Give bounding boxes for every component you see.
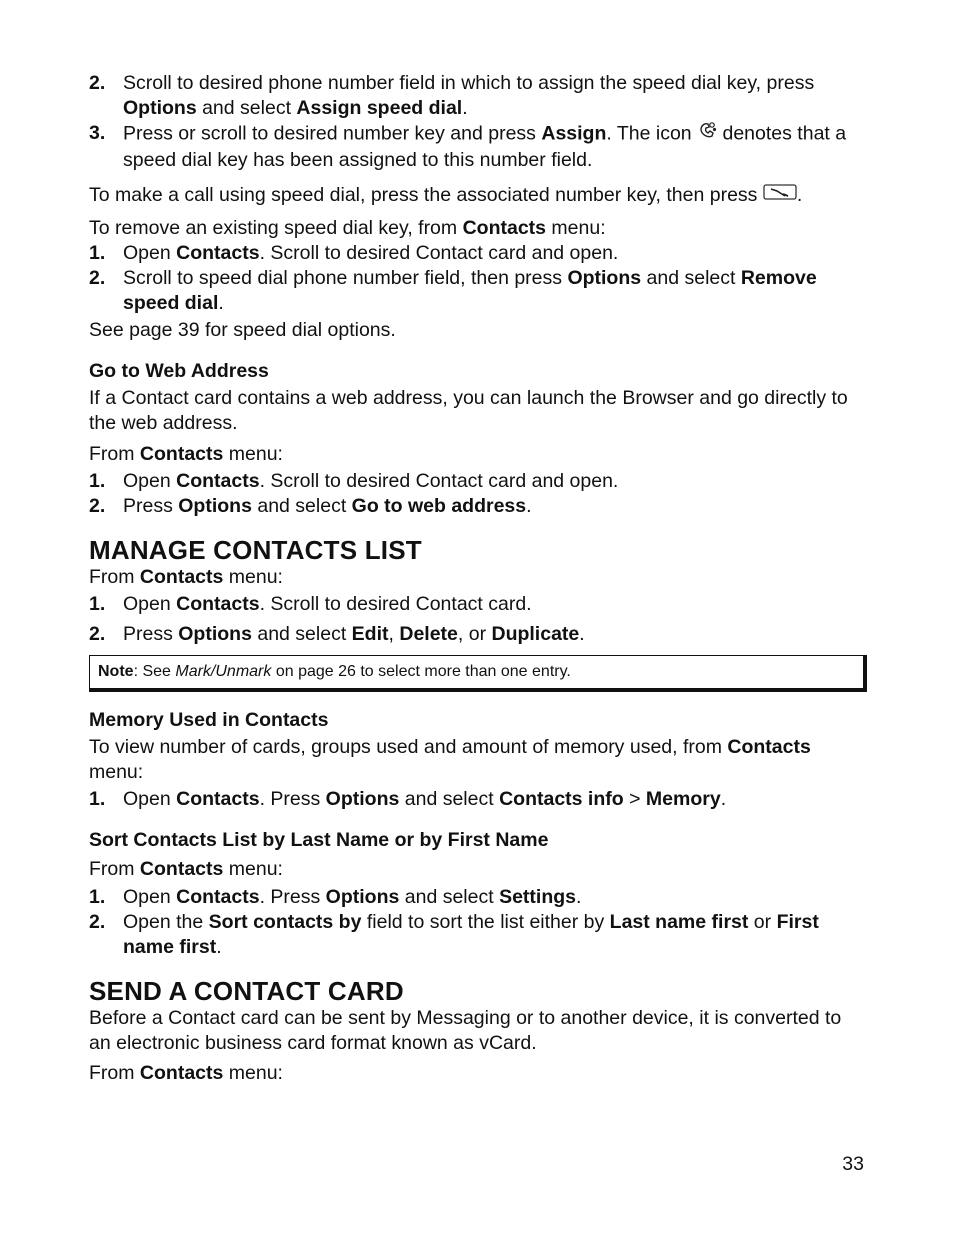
manage-contacts-heading: MANAGE CONTACTS LIST	[89, 535, 422, 566]
remove-steps-list	[89, 241, 867, 316]
step-number: 1.	[89, 470, 106, 493]
sort-from-line: From Contacts menu:	[89, 858, 283, 881]
step-number: 1.	[89, 886, 106, 909]
step-text: Press or scroll to desired number key and press Assign. The icon denotes that a speed dial key has been assigned to this number field.	[123, 122, 847, 171]
step-number: 2.	[89, 72, 106, 94]
step-text: Open Contacts. Scroll to desired Contact card.	[123, 593, 532, 616]
step-text: Open Contacts. Scroll to desired Contact card and open.	[123, 470, 619, 493]
note-box: Note: See Mark/Unmark on page 26 to select more than one entry.	[89, 655, 867, 692]
list-item	[89, 266, 867, 316]
step-text: Open Contacts. Press Options and select Contacts info > Memory.	[123, 788, 727, 811]
step-text: Press Options and select Edit, Delete, or Duplicate.	[123, 623, 585, 646]
step-text: Open the Sort contacts by field to sort the list either by Last name first or First name first.	[123, 911, 819, 959]
list-item	[89, 592, 867, 617]
step-number: 1.	[89, 242, 106, 265]
list-item	[89, 494, 867, 519]
manage-from-line: From Contacts menu:	[89, 566, 283, 589]
step-number: 2.	[89, 267, 106, 290]
send-contact-heading: SEND A CONTACT CARD	[89, 976, 404, 1007]
list-item	[89, 71, 867, 121]
step-number: 3.	[89, 122, 106, 144]
list-item	[89, 885, 867, 910]
step-number: 2.	[89, 495, 106, 518]
memory-paragraph: To view number of cards, groups used and amount of memory used, from Contacts menu:	[89, 736, 811, 784]
step-number: 1.	[89, 788, 106, 811]
note-reference: Mark/Unmark	[175, 663, 272, 681]
remove-intro: To remove an existing speed dial key, from Contacts menu:	[89, 217, 606, 240]
step-number: 2.	[89, 911, 106, 934]
sort-steps-list	[89, 885, 867, 960]
list-item	[89, 787, 867, 812]
note-label: Note	[98, 663, 134, 681]
web-address-heading: Go to Web Address	[89, 360, 269, 383]
step-text: Open Contacts. Scroll to desired Contact card and open.	[123, 242, 619, 265]
list-item	[89, 241, 867, 266]
step-number: 1.	[89, 593, 106, 616]
step-text: Press Options and select Go to web address.	[123, 495, 532, 518]
page-number: 33	[842, 1153, 864, 1175]
step-text: Scroll to speed dial phone number field, then press Options and select Remove speed dial.	[123, 267, 817, 315]
list-item	[89, 121, 867, 173]
step-text: Scroll to desired phone number field in which to assign the speed dial key, press Options and select Assign speed dial.	[123, 72, 815, 119]
assign-steps-list	[89, 71, 867, 173]
call-paragraph: To make a call using speed dial, press the associated number key, then press .	[89, 183, 867, 208]
web-steps-list	[89, 469, 867, 519]
manage-steps-list	[89, 592, 867, 647]
web-address-paragraph: If a Contact card contains a web address, you can launch the Browser and go directly to the web address.	[89, 387, 848, 435]
speed-dial-icon	[697, 121, 717, 148]
see-page-note: See page 39 for speed dial options.	[89, 319, 396, 342]
memory-heading: Memory Used in Contacts	[89, 709, 329, 732]
memory-steps-list	[89, 787, 867, 812]
list-item	[89, 910, 867, 960]
step-text: Open Contacts. Press Options and select Settings.	[123, 886, 582, 909]
sort-heading: Sort Contacts List by Last Name or by First Name	[89, 829, 549, 852]
list-item	[89, 469, 867, 494]
send-paragraph: Before a Contact card can be sent by Messaging or to another device, it is converted to an electronic business card format known as vCard.	[89, 1007, 842, 1055]
page-body	[89, 71, 867, 1086]
step-number: 2.	[89, 623, 106, 646]
send-key-icon	[763, 183, 797, 208]
list-item	[89, 622, 867, 647]
web-from-line: From Contacts menu:	[89, 443, 283, 466]
send-from-line: From Contacts menu:	[89, 1062, 283, 1085]
